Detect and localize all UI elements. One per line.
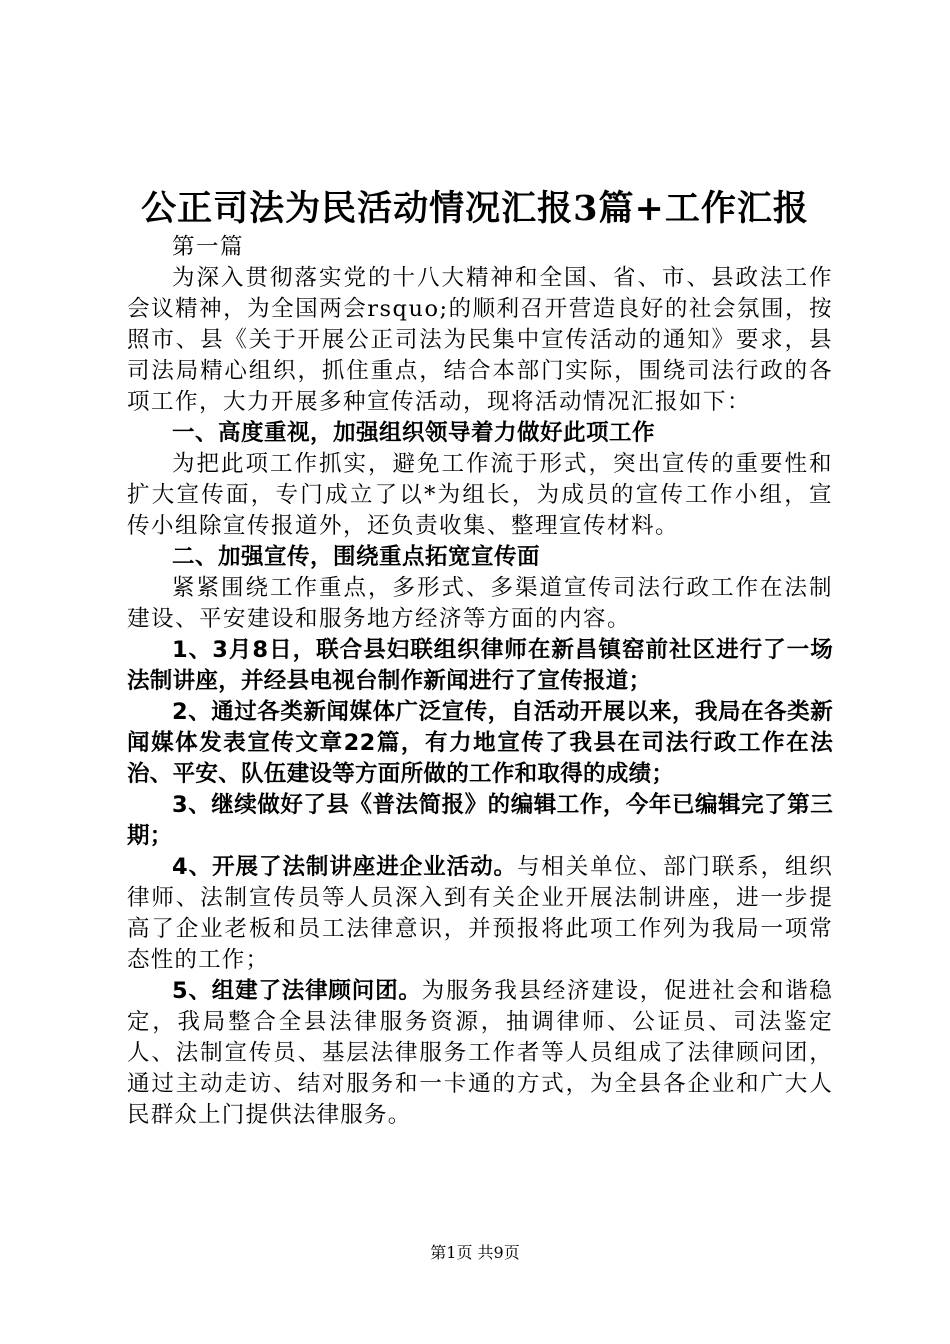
- page-footer: 第1页 共9页: [430, 1243, 520, 1262]
- paragraph-1: 为把此项工作抓实，避免工作流于形式，突出宣传的重要性和扩大宣传面，专门成立了以*为组长，为成员的宣传工作小组，宣传小组除宣传报道外，还负责收集、整理宣传材料。: [127, 451, 833, 539]
- section-label: 第一篇: [172, 234, 245, 260]
- list-item-4: [127, 852, 833, 976]
- section-heading-1: 一、高度重视，加强组织领导着力做好此项工作: [172, 420, 656, 446]
- section-heading-2: 二、加强宣传，围绕重点拓宽宣传面: [172, 544, 541, 570]
- document-title: 公正司法为民活动情况汇报3篇+工作汇报: [141, 188, 809, 229]
- list-item-3: 3、继续做好了县《普法简报》的编辑工作，今年已编辑完了第三期；: [127, 792, 833, 849]
- list-item-4-text: 与相关单位、部门联系，组织律师、法制宣传员等人员深入到有关企业开展法制讲座，进一步提高了企业老板和员工法律意识，并预报将此项工作列为我局一项常态性的工作；: [127, 854, 833, 973]
- list-item-2: 2、通过各类新闻媒体广泛宣传，自活动开展以来，我局在各类新闻媒体发表宣传文章22篇，有力地宣传了我县在司法行政工作在法治、平安、队伍建设等方面所做的工作和取得的成绩；: [127, 699, 833, 787]
- document-body: [127, 232, 833, 1131]
- list-item-5-lead: 5、组建了法律顾问团。: [172, 978, 422, 1004]
- list-item-5-text: 为服务我县经济建设，促进社会和谐稳定，我局整合全县法律服务资源，抽调律师、公证员、司法鉴定人、法制宣传员、基层法律服务工作者等人员组成了法律顾问团，通过主动走访、结对服务和一卡通的方式，为全县各企业和广大人民群众上门提供法律服务。: [127, 978, 833, 1128]
- paragraph-2: 紧紧围绕工作重点，多形式、多渠道宣传司法行政工作在法制建设、平安建设和服务地方经济等方面的内容。: [127, 575, 833, 632]
- list-item-5: [127, 976, 833, 1131]
- intro-paragraph: 为深入贯彻落实党的十八大精神和全国、省、市、县政法工作会议精神，为全国两会rsquo;的顺利召开营造良好的社会氛围，按照市、县《关于开展公正司法为民集中宣传活动的通知》要求，县司法局精心组织，抓住重点，结合本部门实际，围绕司法行政的各项工作，大力开展多种宣传活动，现将活动情况汇报如下：: [127, 265, 833, 415]
- list-item-1: 1、3月8日，联合县妇联组织律师在新昌镇窑前社区进行了一场法制讲座，并经县电视台制作新闻进行了宣传报道；: [127, 637, 833, 694]
- list-item-4-lead: 4、开展了法制讲座进企业活动。: [172, 854, 518, 880]
